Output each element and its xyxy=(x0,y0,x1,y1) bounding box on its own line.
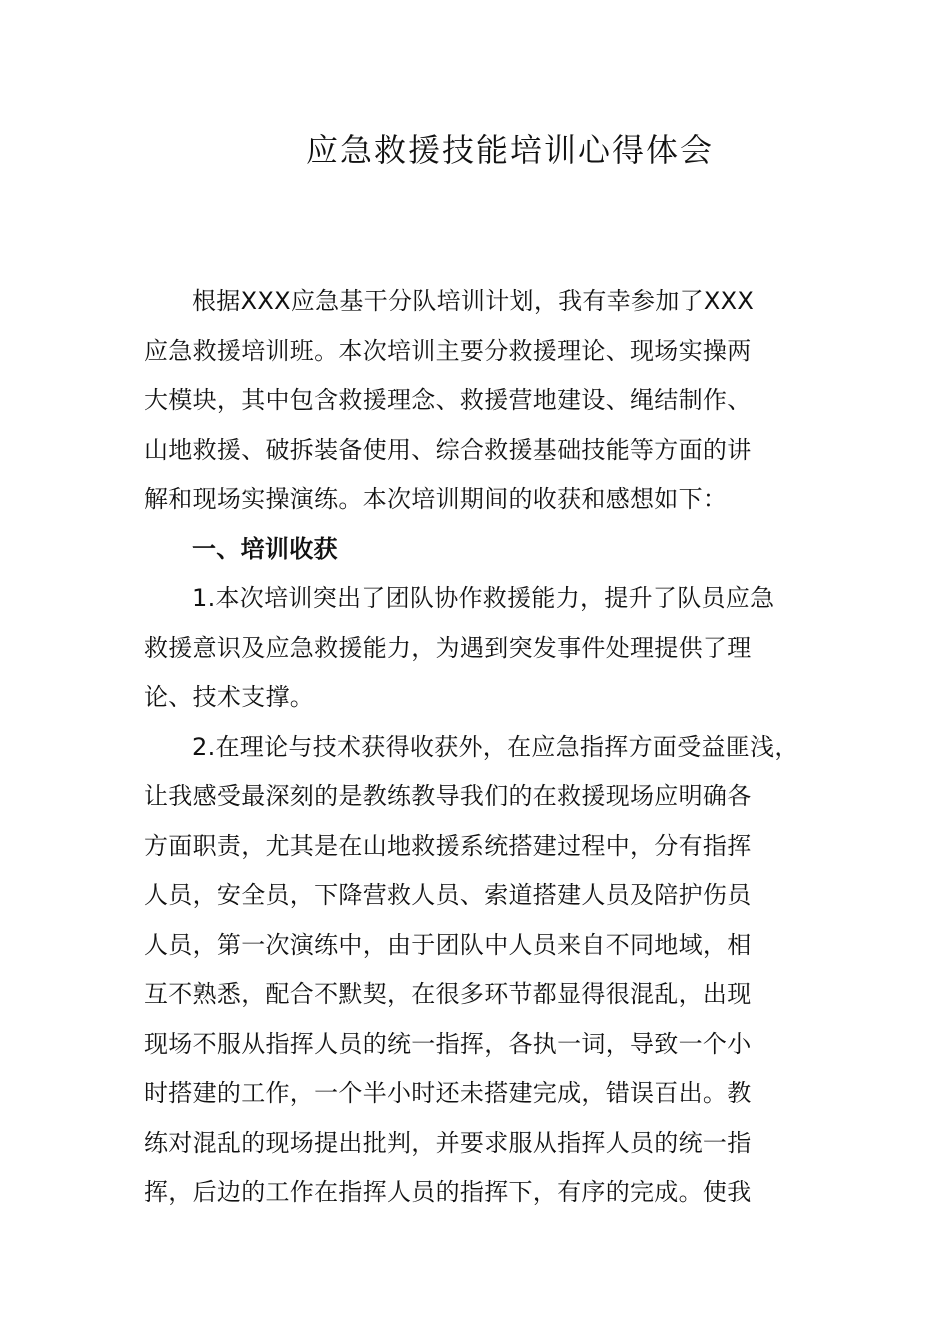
item-2-line-7: 现场不服从指挥人员的统一指挥，各执一词，导致一个小 xyxy=(144,1029,752,1058)
item-2-line-6: 互不熟悉，配合不默契，在很多环节都显得很混乱，出现 xyxy=(144,980,752,1008)
paragraph-1-line-3: 大模块，其中包含救援理念、救援营地建设、绳结制作、 xyxy=(144,386,752,414)
paragraph-1-line-5: 解和现场实操演练。本次培训期间的收获和感想如下： xyxy=(144,485,728,513)
item-2-line-9: 练对混乱的现场提出批判，并要求服从指挥人员的统一指 xyxy=(144,1128,752,1157)
item-2-line-4: 人员，安全员，下降营救人员、索道搭建人员及陪护伤员 xyxy=(144,881,752,909)
paragraph-1-line-2: 应急救援培训班。本次培训主要分救援理论、现场实操两 xyxy=(144,336,752,365)
item-1-line-3: 论、技术支撑。 xyxy=(144,683,315,711)
item-2-line-2: 让我感受最深刻的是教练教导我们的在救援现场应明确各 xyxy=(144,782,752,810)
item-2-line-5: 人员，第一次演练中，由于团队中人员来自不同地域，相 xyxy=(144,930,752,959)
paragraph-1-line-1: 根据XXX应急基干分队培训计划，我有幸参加了XXX xyxy=(192,287,755,315)
section-heading: 一、培训收获 xyxy=(192,534,338,563)
item-2-line-3: 方面职责，尤其是在山地救援系统搭建过程中，分有指挥 xyxy=(144,831,752,860)
item-2-line-1: 2.在理论与技术获得收获外，在应急指挥方面受益匪浅， xyxy=(192,732,799,761)
paragraph-1-line-4: 山地救援、破拆装备使用、综合救援基础技能等方面的讲 xyxy=(144,435,752,464)
item-2-line-10: 挥，后边的工作在指挥人员的指挥下，有序的完成。使我 xyxy=(144,1178,752,1206)
item-2-line-8: 时搭建的工作，一个半小时还未搭建完成，错误百出。教 xyxy=(144,1079,752,1107)
item-1-line-2: 救援意识及应急救援能力，为遇到突发事件处理提供了理 xyxy=(144,633,752,662)
document-body xyxy=(144,277,824,1218)
document-title: 应急救援技能培训心得体会 xyxy=(305,131,714,169)
item-1-line-1: 1.本次培训突出了团队协作救援能力，提升了队员应急 xyxy=(192,584,775,612)
